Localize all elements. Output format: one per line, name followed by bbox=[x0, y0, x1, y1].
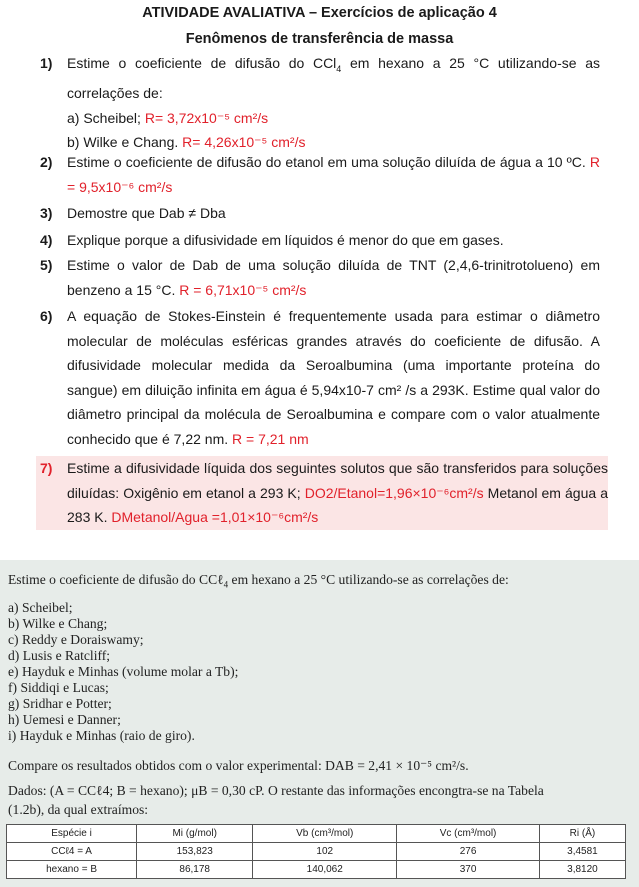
answer: R= 3,72x10⁻⁵ cm²/s bbox=[144, 109, 269, 126]
list-item: i) Hayduk e Minhas (raio de giro). bbox=[8, 728, 195, 743]
list-item: h) Uemesi e Danner; bbox=[8, 712, 121, 727]
exercise-number: 5) bbox=[40, 257, 53, 273]
column-header: Espécie i bbox=[7, 825, 137, 843]
answer: DO2/Etanol=1,96×10⁻⁶cm²/s bbox=[304, 484, 484, 501]
answer: DMetanol/Agua =1,01×10⁻⁶cm²/s bbox=[111, 509, 319, 525]
list-item: b) Wilke e Chang; bbox=[8, 616, 108, 631]
column-header: Mi (g/mol) bbox=[137, 825, 253, 843]
table-cell: 153,823 bbox=[137, 843, 253, 861]
list-item: c) Reddy e Doraiswamy; bbox=[8, 632, 144, 647]
table-cell: 3,8120 bbox=[539, 861, 625, 879]
table-cell: 102 bbox=[253, 843, 397, 861]
exercise-number: 7) bbox=[40, 460, 53, 476]
column-header: Vc (cm³/mol) bbox=[397, 825, 540, 843]
table-cell: 86,178 bbox=[137, 861, 253, 879]
list-item: g) Sridhar e Potter; bbox=[8, 696, 112, 711]
exercise-7: 7) Estime a difusividade líquida dos seguintes solutos que são transferidos para soluções diluídas: Oxigênio em etanol a 293 K; DO2/Etanol=1,96×10⁻⁶cm²/s Metanol em água a 283 K. DMetanol/Agua =1,01×10⁻⁶cm²/s bbox=[36, 456, 608, 530]
option-label: b) Wilke e Chang. bbox=[67, 134, 183, 151]
data-table bbox=[6, 824, 626, 879]
exercise-number: 1) bbox=[40, 55, 53, 71]
book-intro: Estime o coeficiente de difusão do CCℓ$_4$ em hexano a 25 °C utilizando-se as correlações de: bbox=[8, 572, 509, 590]
exercise-4: 4) Explique porque a difusividade em líquidos é menor do que em gases. bbox=[40, 228, 600, 253]
column-header: Vb (cm³/mol) bbox=[253, 825, 397, 843]
table-cell: 3,4581 bbox=[539, 843, 625, 861]
answer: R= 4,26x10⁻⁵ cm²/s bbox=[182, 134, 306, 151]
dados-text: Dados: (A = CCℓ4; B = hexano); μB = 0,30 cP. O restante das informações encongtra-se na Tabela bbox=[8, 783, 544, 798]
table-cell: hexano = B bbox=[7, 861, 137, 879]
table-cell: CCℓ4 = A bbox=[7, 843, 137, 861]
sheet-title: ATIVIDADE AVALIATIVA – Exercícios de aplicação 4 bbox=[142, 5, 497, 21]
list-item: e) Hayduk e Minhas (volume molar a Tb); bbox=[8, 664, 239, 679]
exercise-number: 4) bbox=[40, 232, 53, 248]
sheet-subtitle: Fenômenos de transferência de massa bbox=[185, 31, 454, 47]
table-header-row bbox=[7, 825, 626, 843]
table-cell: 140,062 bbox=[253, 861, 397, 879]
list-item: a) Scheibel; bbox=[8, 600, 73, 615]
list-item: d) Lusis e Ratcliff; bbox=[8, 648, 111, 663]
table-row bbox=[7, 861, 626, 879]
exercise-number: 6) bbox=[40, 308, 53, 324]
table-cell: 276 bbox=[397, 843, 540, 861]
exercise-2: 2) Estime o coeficiente de difusão do etanol em uma solução diluída de água a 10 ºC. R = 9,5x10⁻⁶ cm²/s bbox=[40, 150, 600, 199]
correlation-list bbox=[8, 600, 238, 744]
exercise-number: 2) bbox=[40, 154, 53, 170]
compare-text: Compare os resultados obtidos com o valor experimental: DAB = 2,41 × 10⁻⁵ cm²/s. bbox=[8, 758, 469, 773]
exercise-1: 1) Estime o coeficiente de difusão do CCl$_4$ em hexano a 25 °C utilizando-se as correlações de: a) Scheibel; R= 3,72x10⁻⁵ cm²/s b) Wilke e Chang. R= 4,26x10⁻⁵ cm²/s bbox=[40, 51, 600, 155]
column-header: Ri (Å) bbox=[539, 825, 625, 843]
dados-text-cont: (1.2b), da qual extraímos: bbox=[8, 802, 149, 817]
list-item: f) Siddiqi e Lucas; bbox=[8, 680, 109, 695]
exercise-3: 3) Demostre que Dab ≠ Dba bbox=[40, 201, 600, 226]
answer: R = 9,5x10⁻⁶ cm²/s bbox=[67, 154, 600, 195]
exercise-6: 6) A equação de Stokes-Einstein é frequentemente usada para estimar o diâmetro molecular de moléculas esféricas grandes através do coeficiente de difusão. A difusividade molecular medida da Seroalbumina (uma importante proteína do sangue) em diluição infinita em água é 5,94x10-7 cm² /s a 293K. Estime qual valor do diâmetro principal da molécula de Seroalbumina e compare com o valor atualmente conhecido que é 7,22 nm. R = 7,21 nm bbox=[40, 304, 600, 451]
option-label: a) Scheibel; bbox=[67, 109, 145, 126]
table-cell: 370 bbox=[397, 861, 540, 879]
exercise-number: 3) bbox=[40, 205, 53, 221]
answer: R = 6,71x10⁻⁵ cm²/s bbox=[179, 281, 307, 298]
table-row bbox=[7, 843, 626, 861]
exercise-5: 5) Estime o valor de Dab de uma solução diluída de TNT (2,4,6-trinitrotolueno) em benzeno a 15 °C. R = 6,71x10⁻⁵ cm²/s bbox=[40, 253, 600, 302]
book-excerpt bbox=[0, 560, 639, 887]
answer: R = 7,21 nm bbox=[232, 430, 309, 447]
